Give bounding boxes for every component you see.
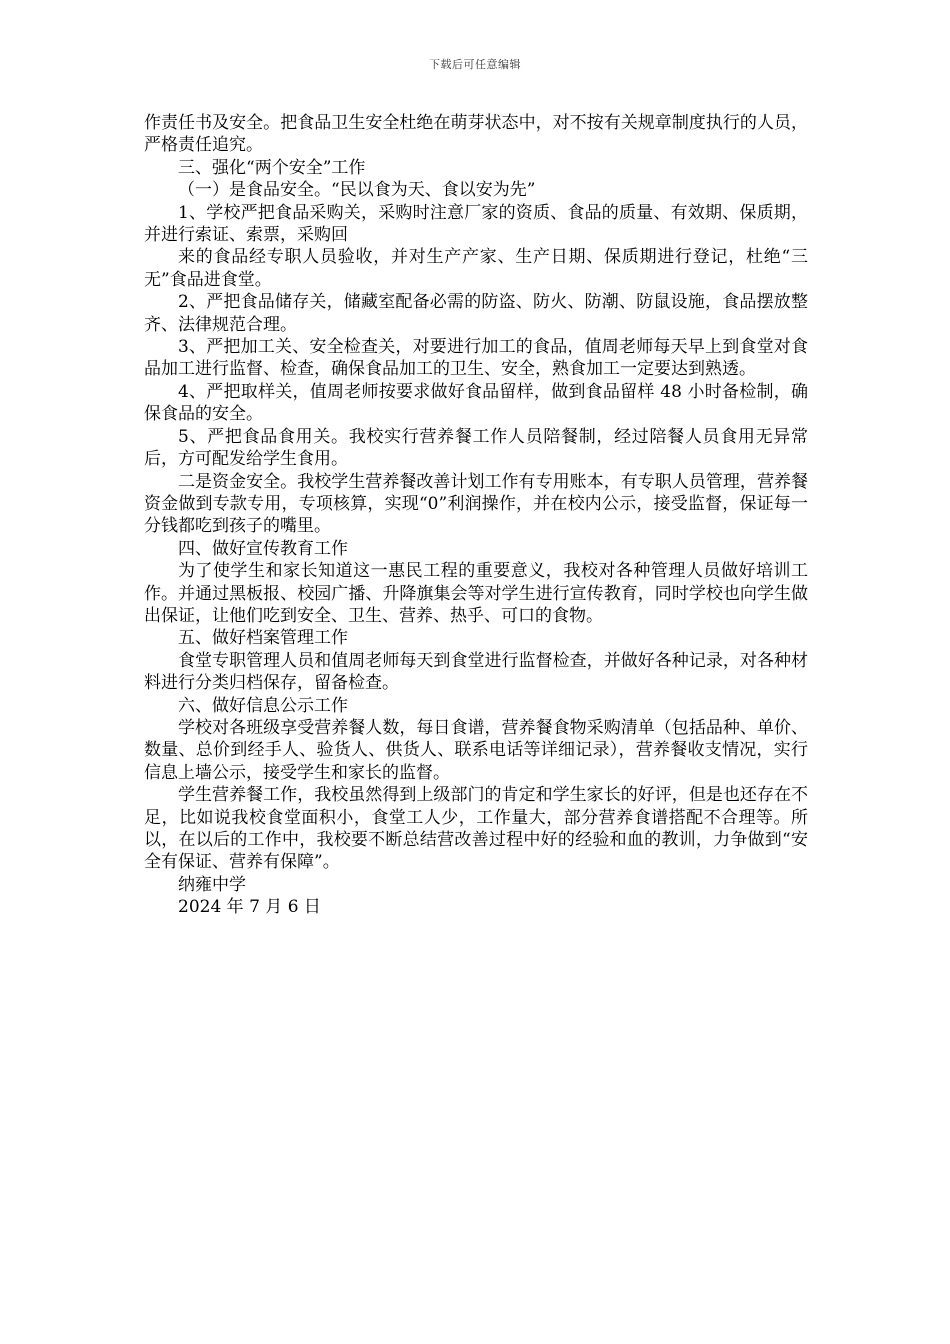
document-paragraph: 2024 年 7 月 6 日 bbox=[178, 897, 321, 918]
document-paragraph: 来的食品经专职人员验收，并对生产产家、生产日期、保质期进行登记，杜绝“三无”食品进食堂。 bbox=[144, 247, 808, 290]
document-paragraph: 三、强化“两个安全”工作 bbox=[178, 157, 366, 178]
document-paragraph: 为了使学生和家长知道这一惠民工程的重要意义，我校对各种管理人员做好培训工作。并通过黑板报、校园广播、升降旗集会等对学生进行宣传教育，同时学校也向学生做出保证，让他们吃到安全、卫生、营养、热乎、可口的食物。 bbox=[144, 561, 808, 626]
page-header-note: 下载后可任意编辑 bbox=[429, 58, 521, 71]
document-paragraph: 纳雍中学 bbox=[178, 874, 246, 895]
document-paragraph: 1、学校严把食品采购关，采购时注意厂家的资质、食品的质量、有效期、保质期，并进行索证、索票，采购回 bbox=[144, 202, 808, 246]
document-paragraph: 学生营养餐工作，我校虽然得到上级部门的肯定和学生家长的好评，但是也还存在不足，比如说我校食堂面积小，食堂工人少，工作量大，部分营养食谱搭配不合理等。所以，在以后的工作中，我校要不断总结营改善过程中好的经验和血的教训，力争做到“安全有保证、营养有保障”。 bbox=[144, 785, 808, 873]
document-paragraph: 2、严把食品储存关，储藏室配备必需的防盗、防火、防潮、防鼠设施，食品摆放整齐、法律规范合理。 bbox=[144, 292, 808, 335]
document-paragraph: 3、严把加工关、安全检查关，对要进行加工的食品，值周老师每天早上到食堂对食品加工进行监督、检查，确保食品加工的卫生、安全，熟食加工一定要达到熟透。 bbox=[144, 337, 808, 380]
document-paragraph: （一）是食品安全。“民以食为天、食以安为先” bbox=[178, 180, 536, 201]
document-body bbox=[144, 112, 808, 919]
document-paragraph: 5、严把食品食用关。我校实行营养餐工作人员陪餐制，经过陪餐人员食用无异常后，方可配发给学生食用。 bbox=[144, 426, 808, 470]
document-paragraph: 学校对各班级享受营养餐人数，每日食谱，营养餐食物采购清单（包括品种、单价、数量、总价到经手人、验货人、供货人、联系电话等详细记录），营养餐收支情况，实行信息上墙公示，接受学生和家长的监督。 bbox=[144, 717, 808, 783]
document-paragraph: 二是资金安全。我校学生营养餐改善计划工作有专用账本，有专职人员管理，营养餐资金做到专款专用，专项核算，实现“0”利润操作，并在校内公示，接受监督，保证每一分钱都吃到孩子的嘴里。 bbox=[144, 471, 808, 537]
document-paragraph: 五、做好档案管理工作 bbox=[178, 628, 348, 649]
document-paragraph: 食堂专职管理人员和值周老师每天到食堂进行监督检查，并做好各种记录，对各种材料进行分类归档保存，留备检查。 bbox=[144, 650, 808, 694]
document-paragraph: 作责任书及安全。把食品卫生安全杜绝在萌芽状态中，对不按有关规章制度执行的人员，严格责任追究。 bbox=[144, 113, 808, 156]
document-paragraph: 六、做好信息公示工作 bbox=[178, 695, 348, 716]
document-paragraph: 四、做好宣传教育工作 bbox=[178, 538, 348, 559]
document-paragraph: 4、严把取样关，值周老师按要求做好食品留样，做到食品留样 48 小时备检制，确保食品的安全。 bbox=[144, 381, 808, 425]
